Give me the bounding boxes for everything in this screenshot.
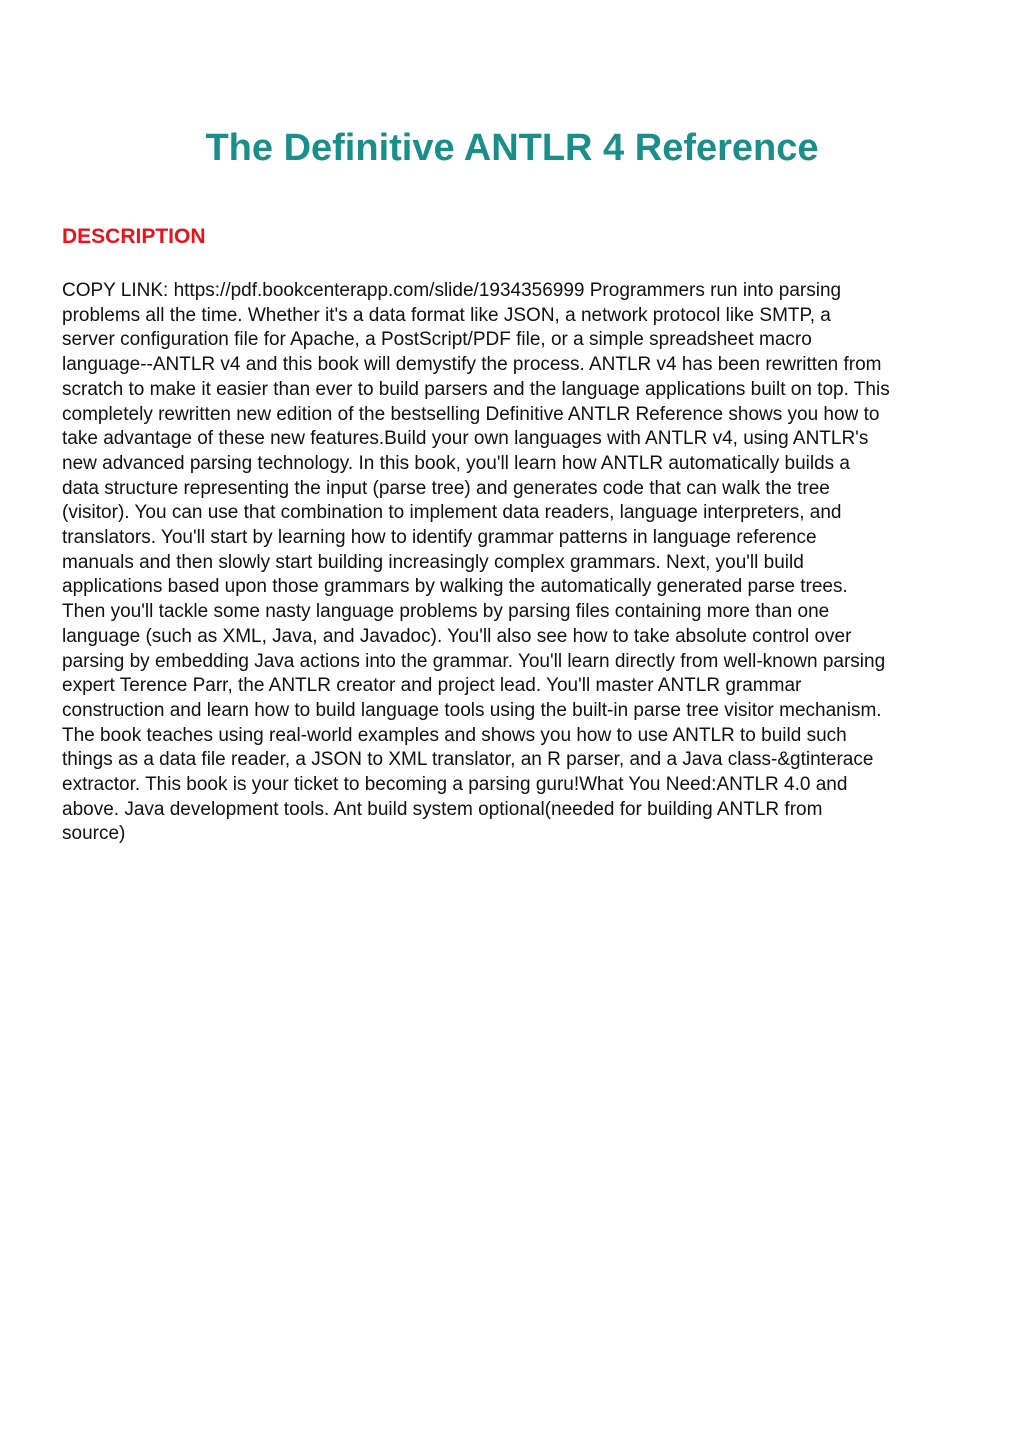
description-line: scratch to make it easier than ever to build parsers and the language applications built on top. This (62, 378, 890, 400)
description-line: server configuration file for Apache, a PostScript/PDF file, or a simple spreadsheet macro (62, 329, 812, 351)
description-body (62, 279, 968, 847)
description-line: source) (62, 823, 126, 845)
description-line: COPY LINK: https://pdf.bookcenterapp.com/slide/1934356999 Programmers run into parsing (62, 280, 842, 301)
description-line: above. Java development tools. Ant build system optional(needed for building ANTLR from (62, 798, 823, 820)
document-title: The Definitive ANTLR 4 Reference (205, 127, 819, 169)
description-line: language--ANTLR v4 and this book will demystify the process. ANTLR v4 has been rewritten from (62, 354, 882, 376)
description-line: manuals and then slowly start building increasingly complex grammars. Next, you'll build (62, 551, 804, 573)
description-line: completely rewritten new edition of the bestselling Definitive ANTLR Reference shows you how to (62, 403, 880, 425)
description-line: language (such as XML, Java, and Javadoc). You'll also see how to take absolute control over (62, 625, 852, 647)
description-line: construction and learn how to build language tools using the built-in parse tree visitor mechanism. (62, 699, 882, 721)
description-line: Then you'll tackle some nasty language problems by parsing files containing more than one (62, 601, 830, 623)
description-line: expert Terence Parr, the ANTLR creator and project lead. You'll master ANTLR grammar (62, 675, 802, 697)
description-line: extractor. This book is your ticket to becoming a parsing guru!What You Need:ANTLR 4.0 and (62, 774, 848, 796)
description-line: new advanced parsing technology. In this book, you'll learn how ANTLR automatically builds a (62, 452, 850, 474)
description-line: data structure representing the input (parse tree) and generates code that can walk the tree (62, 477, 830, 499)
description-line: problems all the time. Whether it's a data format like JSON, a network protocol like SMTP, a (62, 304, 831, 326)
description-line: applications based upon those grammars by walking the automatically generated parse trees. (62, 576, 848, 598)
description-line: translators. You'll start by learning how to identify grammar patterns in language reference (62, 527, 817, 549)
description-line: The book teaches using real-world examples and shows you how to use ANTLR to build such (62, 724, 847, 746)
description-line: (visitor). You can use that combination to implement data readers, language interpreters, and (62, 502, 842, 524)
description-line: things as a data file reader, a JSON to XML translator, an R parser, and a Java class-&gtinterace (62, 749, 874, 771)
description-line: parsing by embedding Java actions into the grammar. You'll learn directly from well-known parsing (62, 650, 886, 672)
description-heading: DESCRIPTION (62, 225, 206, 248)
description-line: take advantage of these new features.Build your own languages with ANTLR v4, using ANTLR's (62, 428, 869, 450)
